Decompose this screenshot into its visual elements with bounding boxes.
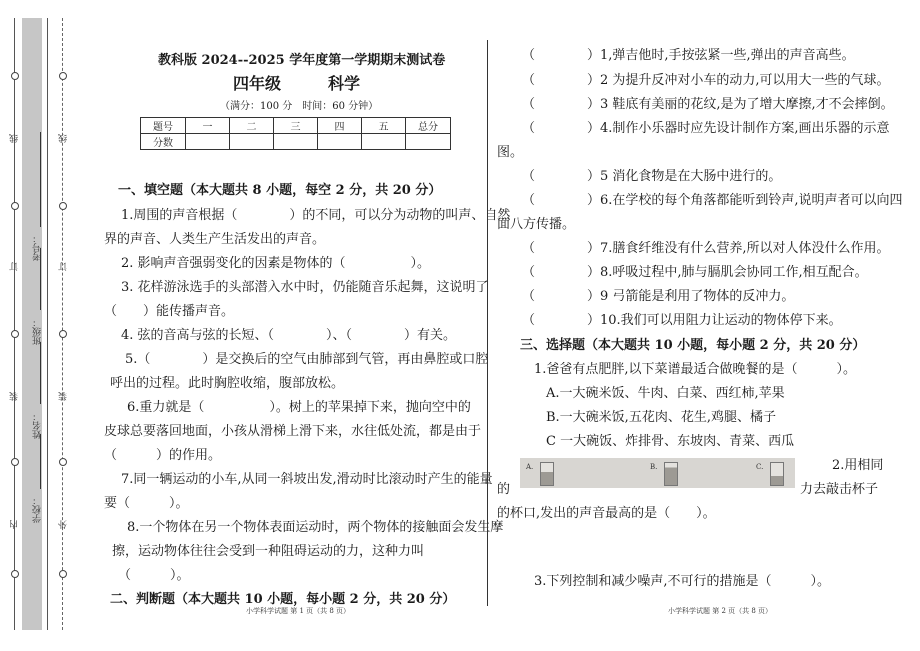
question-text: 要（ ）。 [104, 496, 189, 511]
section-true-false-heading: 二、判断题（本大题共 10 小题，每小题 2 分，共 20 分） [110, 592, 456, 607]
field-school-line[interactable] [40, 434, 41, 489]
margin-word: 线 [10, 134, 20, 143]
judge-item: （ ）2 为提升反冲对小车的动力,可以用大一些的气球。 [522, 73, 890, 88]
cup-label: B. [650, 463, 658, 471]
score-header-cell: 总分 [406, 118, 451, 134]
judge-item: （ ）9 弓箭能是利用了物体的反冲力。 [522, 289, 795, 304]
question-text: 6.重力就是（ ）。树上的苹果掉下来，抛向空中的 [127, 400, 471, 415]
margin-word: 线 [59, 134, 69, 143]
question-text: 4. 弦的音高与弦的长短、（ ）、（ ）有关。 [121, 328, 457, 343]
choice-question: 的 [497, 482, 511, 497]
judge-item: 图。 [497, 145, 524, 160]
page-footer: 小学科学试题 第 2 页（共 8 页） [668, 607, 773, 615]
page-footer: 小学科学试题 第 1 页（共 8 页） [246, 607, 351, 615]
choice-option: A.一大碗米饭、牛肉、白菜、西红柿,苹果 [546, 386, 785, 401]
margin-line-inner [47, 18, 48, 630]
judge-item: （ ）6.在学校的每个角落都能听到铃声,说明声者可以向四 [522, 193, 903, 208]
field-name-line[interactable] [40, 342, 41, 404]
choice-question: 2.用相同 [832, 458, 884, 473]
choice-question: 1.爸爸有点肥胖,以下菜谱最适合做晚餐的是（ ）。 [534, 362, 857, 377]
choice-option: B.一大碗米饭,五花肉、花生,鸡腿、橘子 [546, 410, 776, 425]
score-header-cell: 题号 [141, 118, 186, 134]
subject-label: 科学 [328, 74, 361, 93]
score-row-label: 分数 [141, 134, 186, 150]
margin-word: 装 [59, 392, 69, 401]
hole-circle [59, 458, 67, 466]
score-header-cell: 三 [274, 118, 318, 134]
hole-circle [11, 458, 19, 466]
exam-info: （满分：100 分 时间：60 分钟） [220, 101, 379, 112]
choice-question: 3.下列控制和减少噪声,不可行的措施是（ ）。 [534, 574, 831, 589]
judge-item: （ ）4.制作小乐器时应先设计制作方案,画出乐器的示意 [522, 121, 890, 136]
score-cell[interactable] [186, 134, 230, 150]
question-text: 1.周围的声音根据（ ）的不同，可以分为动物的叫声、自然 [121, 208, 511, 223]
question-text: 3. 花样游泳选手的头部潜入水中时，仍能随音乐起舞，这说明了 [121, 280, 489, 295]
choice-question: 力去敲击杯子 [800, 482, 879, 497]
score-cell[interactable] [406, 134, 451, 150]
judge-item: （ ）5 消化食物是在大肠中进行的。 [522, 169, 782, 184]
section-fill-blank-heading: 一、填空题（本大题共 8 小题，每空 2 分，共 20 分） [118, 183, 442, 198]
question-text: （ ）能传播声音。 [104, 304, 235, 319]
question-text: 界的声音、人类生产生活发出的声音。 [104, 232, 326, 247]
score-cell[interactable] [318, 134, 362, 150]
judge-item: （ ）7.膳食纤维没有什么营养,所以对人体没什么作用。 [522, 241, 890, 256]
hole-circle [59, 202, 67, 210]
page-divider [487, 40, 488, 606]
margin-word: 订 [59, 262, 69, 271]
score-header-cell: 四 [318, 118, 362, 134]
question-text: 5.（ ）是交换后的空气由肺部到气管，再由鼻腔或口腔 [125, 352, 489, 367]
hole-circle [59, 72, 67, 80]
grade-label: 四年级 [233, 74, 282, 93]
question-text: 皮球总要落回地面，小孩从滑梯上滑下来，水往低处流，都是由于 [104, 424, 482, 439]
hole-circle [59, 570, 67, 578]
section-choice-heading: 三、选择题（本大题共 10 小题，每小题 2 分，共 20 分） [520, 338, 866, 353]
judge-item: （ ）3 鞋底有美丽的花纹,是为了增大摩擦,才不会摔倒。 [522, 97, 894, 112]
choice-question: 的杯口,发出的声音最高的是（ ）。 [497, 506, 716, 521]
score-table-header-row [141, 118, 451, 134]
judge-item: （ ）10.我们可以用阻力让运动的物体停下来。 [522, 313, 842, 328]
judge-item: （ ）8.呼吸过程中,肺与膈肌会协同工作,相互配合。 [522, 265, 868, 280]
judge-item: （ ）1,弹吉他时,手按弦紧一些,弹出的声音高些。 [522, 48, 855, 63]
cups-image [520, 458, 795, 488]
field-name-label: 姓名： [33, 412, 43, 439]
hole-circle [11, 330, 19, 338]
question-text: 2. 影响声音强弱变化的因素是物体的（ ）。 [121, 256, 431, 271]
cup-b-icon [664, 462, 678, 486]
score-table-value-row [141, 134, 451, 150]
field-school-label: 学校： [33, 496, 43, 523]
score-table [140, 117, 451, 150]
cup-label: C. [756, 463, 764, 471]
cup-label: A. [526, 463, 534, 471]
score-cell[interactable] [362, 134, 406, 150]
question-text: 擦，运动物体往往会受到一种阻碍运动的力，这种力叫 [112, 544, 425, 559]
hole-circle [11, 202, 19, 210]
field-exam-number-line[interactable] [40, 132, 41, 227]
question-text: （ ）的作用。 [104, 448, 222, 463]
score-header-cell: 一 [186, 118, 230, 134]
score-cell[interactable] [230, 134, 274, 150]
margin-word: 外 [59, 520, 69, 529]
question-text: 呼出的过程。此时胸腔收缩，腹部放松。 [110, 376, 345, 391]
field-exam-number-label: 考号： [33, 234, 43, 261]
hole-circle [11, 72, 19, 80]
cup-a-icon [540, 462, 554, 486]
question-text: （ ）。 [118, 568, 190, 583]
margin-word: 订 [10, 262, 20, 271]
hole-circle [59, 330, 67, 338]
question-text: 8.一个物体在另一个物体表面运动时，两个物体的接触面会发生摩 [127, 520, 504, 535]
cup-c-icon [770, 462, 784, 486]
score-cell[interactable] [274, 134, 318, 150]
margin-word: 装 [10, 392, 20, 401]
choice-option: C 一大碗饭、炸排骨、东坡肉、青菜、西瓜 [546, 434, 795, 449]
exam-title: 教科版 2024--2025 学年度第一学期期末测试卷 [158, 53, 446, 68]
binding-margin [0, 0, 95, 651]
hole-circle [11, 570, 19, 578]
margin-cut-line [62, 18, 63, 630]
question-text: 7.同一辆运动的小车,从同一斜坡出发,滑动时比滚动时产生的能量 [121, 472, 493, 487]
field-class-line[interactable] [40, 248, 41, 310]
judge-item: 面八方传播。 [497, 217, 576, 232]
score-header-cell: 二 [230, 118, 274, 134]
margin-line-outer [14, 18, 15, 630]
field-class-label: 班级： [33, 318, 43, 345]
score-header-cell: 五 [362, 118, 406, 134]
margin-word: 内 [10, 520, 20, 529]
